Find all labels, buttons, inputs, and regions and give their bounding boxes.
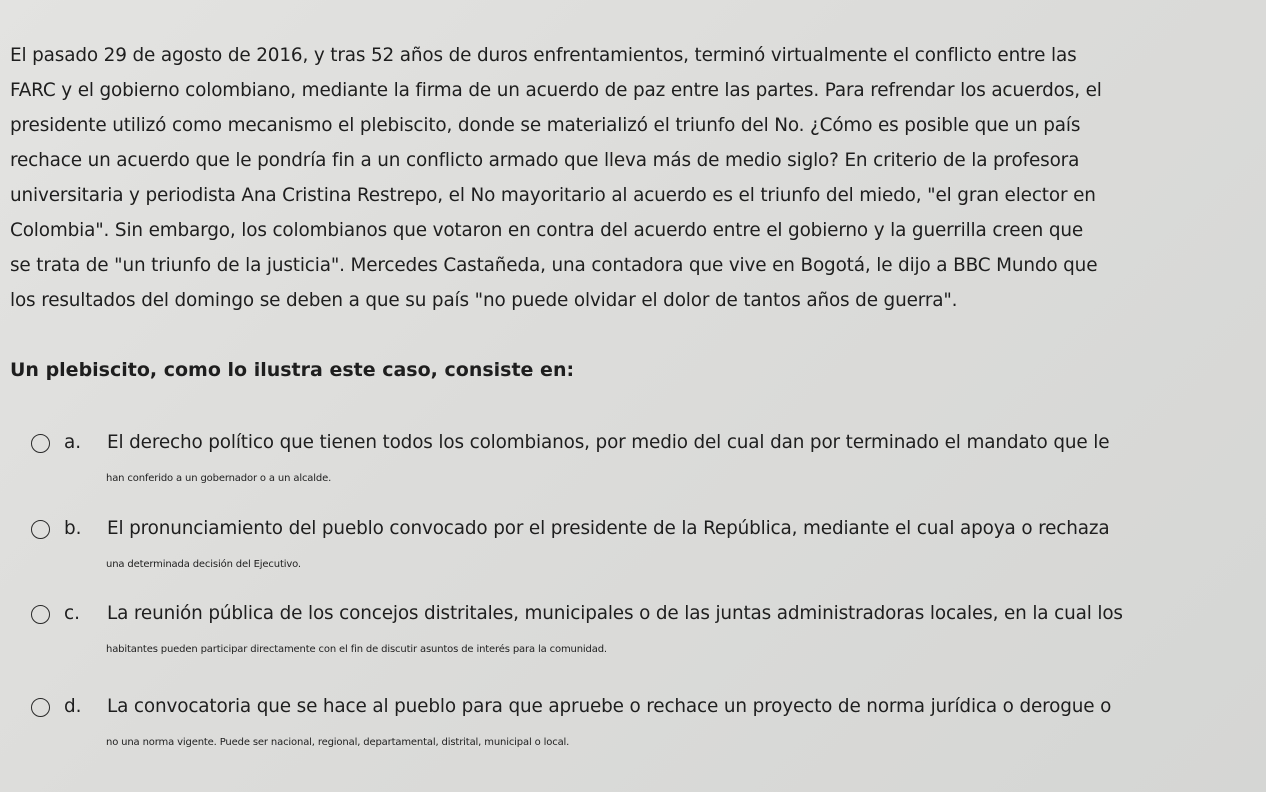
option-d-letter: d. (64, 696, 82, 717)
option-b-text[interactable] (107, 511, 1242, 583)
option-d-line: La convocatoria que se hace al pueblo para que apruebe o rechace un proyecto de norma jurídica o derogue o (107, 696, 1112, 717)
option-a-radio[interactable] (31, 434, 50, 453)
option-b-letter: b. (64, 518, 82, 539)
passage-line: FARC y el gobierno colombiano, mediante la firma de un acuerdo de paz entre las partes. Para refrendar los acuerdos, el (10, 80, 1102, 101)
option-d-text[interactable] (107, 689, 1242, 761)
option-d-radio[interactable] (31, 698, 50, 717)
option-a-line: han conferido a un gobernador o a un alcalde. (106, 473, 332, 484)
passage-line: El pasado 29 de agosto de 2016, y tras 52 años de duros enfrentamientos, terminó virtualmente el conflicto entre las (10, 45, 1077, 66)
passage-line: Colombia". Sin embargo, los colombianos que votaron en contra del acuerdo entre el gobierno y la guerrilla creen que (10, 220, 1084, 241)
question-prompt: Un plebiscito, como lo ilustra este caso, consiste en: (10, 359, 575, 381)
option-d-line: no una norma vigente. Puede ser nacional, regional, departamental, distrital, municipal o local. (106, 737, 570, 748)
option-b-line: El pronunciamiento del pueblo convocado por el presidente de la República, mediante el cual apoya o rechaza (107, 518, 1110, 539)
passage-line: universitaria y periodista Ana Cristina Restrepo, el No mayoritario al acuerdo es el triunfo del miedo, "el gran elector en (10, 185, 1096, 206)
option-b-line: una determinada decisión del Ejecutivo. (106, 559, 301, 570)
option-c-line: habitantes pueden participar directamente con el fin de discutir asuntos de interés para la comunidad. (106, 644, 607, 655)
option-c-radio[interactable] (31, 605, 50, 624)
option-a-text[interactable] (107, 425, 1242, 497)
option-a-line: El derecho político que tienen todos los colombianos, por medio del cual dan por terminado el mandato que le (107, 432, 1110, 453)
passage-line: los resultados del domingo se deben a que su país "no puede olvidar el dolor de tantos años de guerra". (10, 290, 958, 311)
option-c-line: La reunión pública de los concejos distritales, municipales o de las juntas administradoras locales, en la cual los (107, 603, 1123, 624)
option-c-letter: c. (64, 603, 80, 624)
passage-line: presidente utilizó como mecanismo el plebiscito, donde se materializó el triunfo del No. ¿Cómo es posible que un país (10, 115, 1081, 136)
passage-line: rechace un acuerdo que le pondría fin a un conflicto armado que lleva más de medio siglo? En criterio de la profesora (10, 150, 1080, 171)
option-b-radio[interactable] (31, 520, 50, 539)
option-a-letter: a. (64, 432, 82, 453)
passage-line: se trata de "un triunfo de la justicia". Mercedes Castañeda, una contadora que vive en Bogotá, le dijo a BBC Mundo que (10, 255, 1098, 276)
option-c-text[interactable] (107, 596, 1242, 668)
